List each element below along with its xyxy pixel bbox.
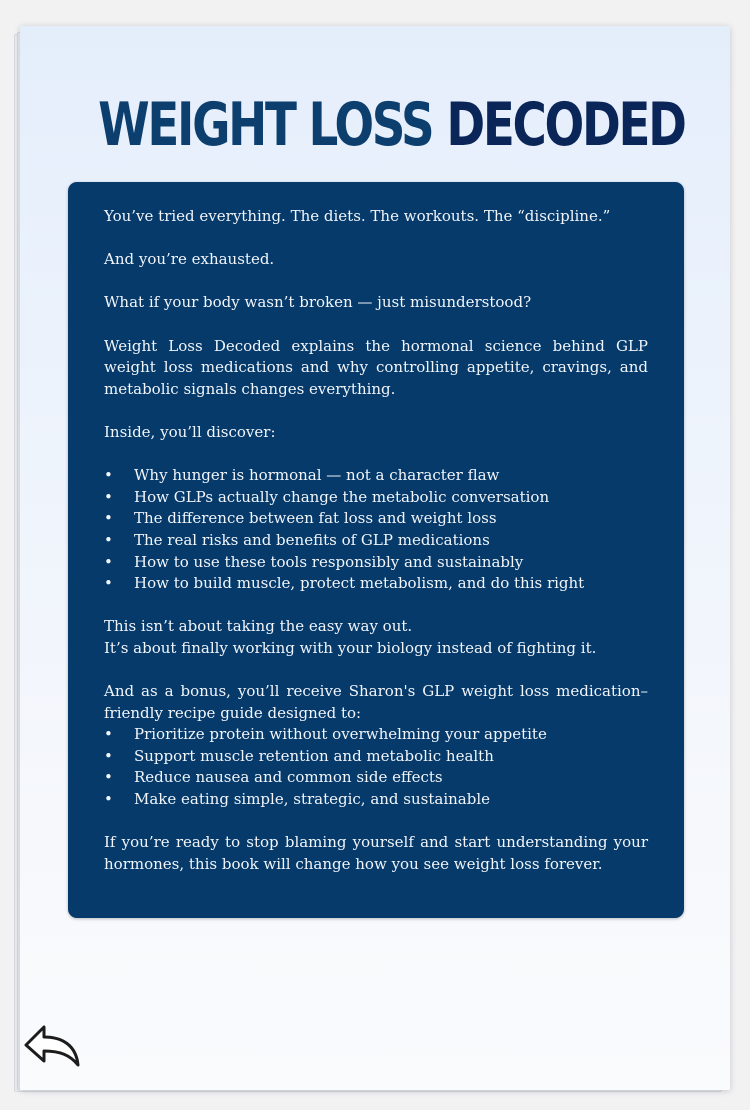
description-text (104, 206, 648, 875)
intro-line-2: And you’re exhausted. (104, 250, 275, 269)
inside-heading: Inside, you’ll discover: (104, 422, 276, 441)
list-item: • Make eating simple, strategic, and sustainable (104, 789, 648, 811)
list-item: • How to use these tools responsibly and sustainably (104, 552, 648, 574)
recipe-list (104, 724, 648, 810)
list-item: • Why hunger is hormonal — not a character flaw (104, 465, 648, 487)
back-cover-page (20, 26, 730, 1090)
title-part-1: WEIGHT LOSS (98, 90, 447, 160)
list-item: • Support muscle retention and metabolic health (104, 746, 648, 768)
list-item: • How to build muscle, protect metabolism, and do this right (104, 573, 648, 595)
closing-paragraph: If you’re ready to stop blaming yourself and start understanding your hormones, this book will change how you see weight loss forever. (104, 833, 648, 873)
discover-list (104, 465, 648, 595)
easy-way-line-1: This isn’t about taking the easy way out. (104, 617, 413, 636)
easy-way-line-2: It’s about finally working with your biology instead of fighting it. (104, 638, 597, 657)
explain-paragraph: Weight Loss Decoded explains the hormonal science behind GLP weight loss medications and why controlling appetite, cravings, and metabolic signals changes everything. (104, 336, 648, 398)
undo-arrow-icon[interactable] (20, 1015, 84, 1073)
intro-line-1: You’ve tried everything. The diets. The workouts. The “discipline.” (104, 207, 611, 225)
list-item: • Reduce nausea and common side effects (104, 767, 648, 789)
list-item: • The real risks and benefits of GLP medications (104, 530, 648, 552)
description-panel (68, 182, 684, 918)
title-part-2: DECODED (446, 90, 685, 160)
bonus-paragraph: And as a bonus, you’ll receive Sharon's GLP weight loss medication–friendly recipe guide designed to: (104, 682, 648, 722)
book-title (98, 90, 685, 160)
list-item: • How GLPs actually change the metabolic conversation (104, 487, 648, 509)
list-item: • Prioritize protein without overwhelming your appetite (104, 724, 648, 746)
list-item: • The difference between fat loss and weight loss (104, 508, 648, 530)
intro-line-3: What if your body wasn’t broken — just misunderstood? (104, 293, 532, 312)
